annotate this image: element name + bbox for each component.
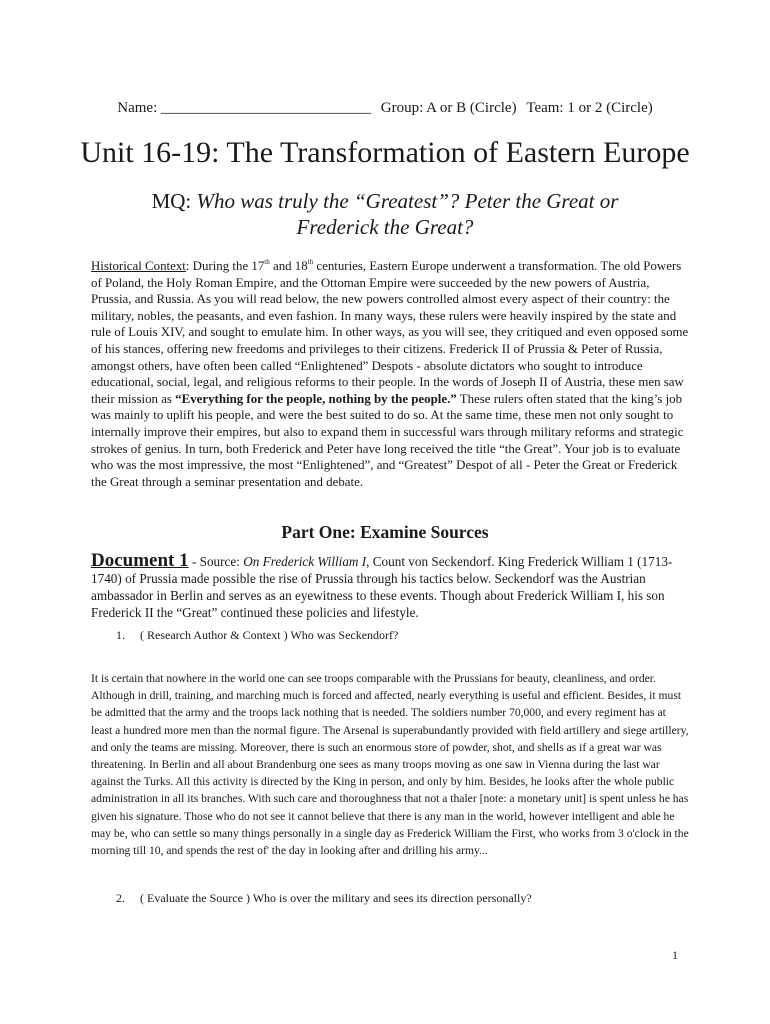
question-2	[116, 891, 532, 906]
section-heading: Part One: Examine Sources	[281, 522, 489, 542]
question-1	[116, 628, 398, 643]
student-info-line	[0, 100, 770, 117]
context-text-2: and 18	[269, 259, 308, 273]
historical-context	[91, 258, 689, 490]
document-1-label: Document 1	[91, 550, 189, 571]
question-2-number: 2.	[116, 891, 125, 905]
question-1-text: ( Research Author & Context ) Who was Seckendorf?	[140, 628, 399, 642]
context-sup-1: th	[264, 258, 270, 266]
context-motto: “Everything for the people, nothing by the people.”	[175, 391, 457, 406]
mq-prefix: MQ:	[151, 189, 197, 213]
page-title: Unit 16-19: The Transformation of Eastern Europe	[80, 136, 690, 169]
document-1-intro	[91, 552, 689, 621]
context-label: Historical Context	[91, 259, 186, 273]
team-field: Team: 1 or 2 (Circle)	[526, 100, 653, 116]
main-question	[120, 188, 650, 240]
document-1-source-title: On Frederick William I	[243, 554, 367, 569]
group-field: Group: A or B (Circle)	[380, 100, 517, 116]
context-text-3: centuries, Eastern Europe underwent a transformation. The old Powers of Poland, the Holy Roman Empire, and the Ottoman Empire were succeeded by the new powers of Austria, Prussia, and Russia. As you will read below, the new powers controlled almost every aspect of their country: the military, nobles, the peasants, and even fashion. In many ways, these rulers were heavily inspired by the state and rule of Louis XIV, and sought to emulate him. In other ways, as you will see, they critiqued and even opposed some of his stances, offering new freedoms and privileges to their citizens. Frederick II of Prussia & Peter of Russia, amongst others, have often been called “Enlightened” Despots - absolute dictators who sought to introduce educational, social, legal, and religious reforms to their people. In the words of Joseph II of Austria, these men saw their mission as	[91, 259, 689, 406]
question-1-number: 1.	[116, 628, 125, 642]
context-text-4: These rulers often stated that the king’s job was mainly to uplift his people, and were the best suited to do so. At the same time, these men not only sought to internally improve their empires, but also to expand them in successful wars through military reforms and strategic strokes of genius. In turn, both Frederick and Peter have long received the title “the Great”. Your job is to evaluate who was the most impressive, the most “Enlightened”, and “Greatest” Despot of all - Peter the Great or Frederick the Great through a seminar presentation and debate.	[91, 391, 684, 489]
context-text-1: : During the 17	[185, 259, 265, 273]
question-2-text: ( Evaluate the Source ) Who is over the military and sees its direction personally?	[140, 891, 532, 905]
document-1-dash: - Source:	[188, 554, 244, 569]
mq-question: Who was truly the “Greatest”? Peter the Great or Frederick the Great?	[196, 189, 619, 239]
document-1-text: , Count von Seckendorf. King Frederick William 1 (1713-1740) of Prussia made possible the rise of Prussia through his tactics below. Seckendorf was the Austrian ambassador in Berlin and serves as an eyewitness to these events. Though about Frederick William I, his son Frederick II the “Great” continued these policies and lifestyle.	[91, 554, 673, 620]
primary-source-quote: It is certain that nowhere in the world one can see troops comparable with the Prussians for beauty, cleanliness, and order. Although in drill, training, and marching much is forced and affected, nearly everything is useful and efficient. Besides, it must be admitted that the army and the troops lack nothing that is needed. The soldiers number 70,000, and every regiment has at least a hundred more men than the normal figure. The Arsenal is superabundantly provided with field artillery and siege artillery, and only the teams are missing. Moreover, there is such an enormous store of powder, shot, and shells as if a great war was threatening. In Berlin and all about Brandenburg one sees as many troops moving as one saw in Vienna during the last war against the Turks. All this activity is directed by the King in person, and only by him. Besides, he looks after the whole public administration in all its branches. With such care and thoroughness that not a thaler [note: a monetary unit] is spent unless he has given his signature. Those who do not see it cannot believe that there is any man in the world, however intelligent and able he may be, who can settle so many things personally in a single day as Frederick William the First, who works from 3 o'clock in the morning till 10, and spends the rest of' the day in looking after and drilling his army...	[91, 672, 689, 858]
page-number: 1	[672, 948, 678, 962]
context-sup-2: th	[307, 258, 314, 266]
name-field[interactable]: Name: ____________________________	[117, 100, 371, 116]
